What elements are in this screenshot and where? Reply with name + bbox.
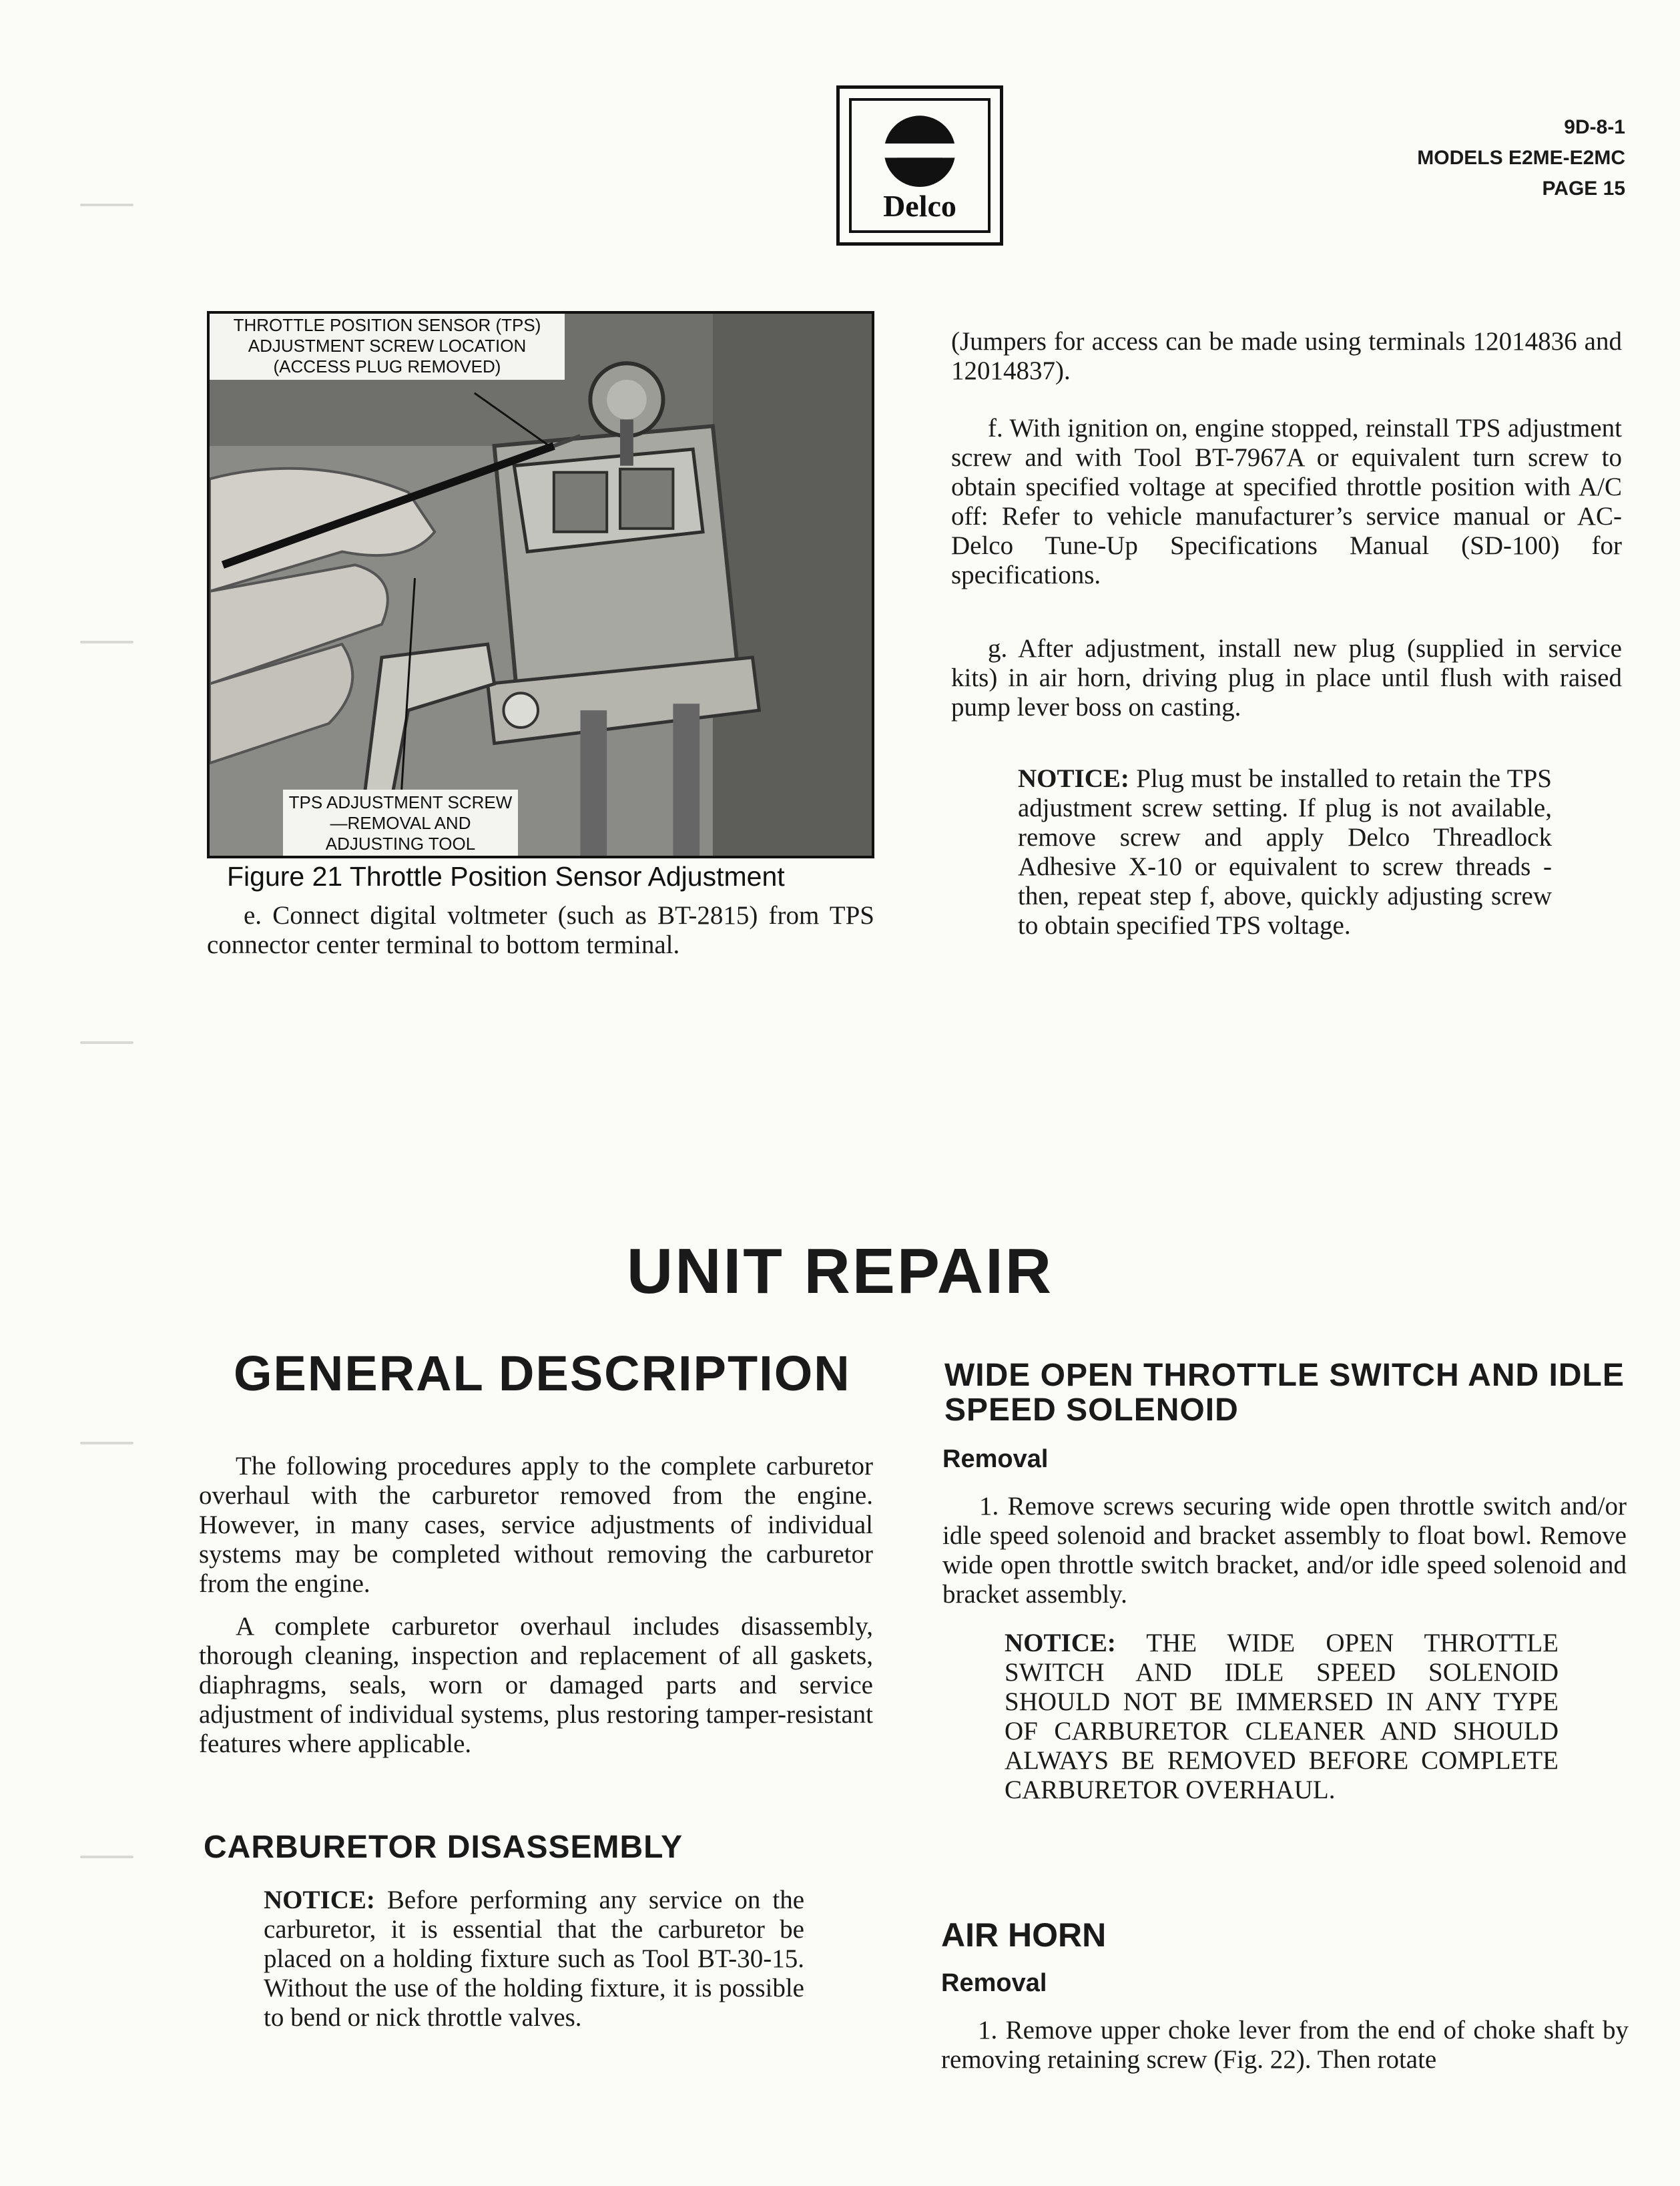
figure-caption: Figure 21 Throttle Position Sensor Adjustment	[227, 861, 785, 892]
notice-label: NOTICE:	[264, 1886, 375, 1914]
jumpers-paragraph: (Jumpers for access can be made using terminals 12014836 and 12014837).	[951, 327, 1622, 385]
notice-text: Plug must be installed to retain the TPS adjustment screw setting. If plug is not available, remove screw and apply Delco Threadlock Adhesive X-10 or equivalent to screw threads - then, repeat step f, above, quickly adjusting screw to obtain specified TPS voltage.	[1018, 764, 1552, 940]
section-code: 9D-8-1	[1564, 116, 1625, 138]
step-g-paragraph: g. After adjustment, install new plug (supplied in service kits) in air horn, driving plug in place until flush with raised pump lever boss on casting.	[951, 634, 1622, 722]
subheading-removal: Removal	[942, 1445, 1049, 1473]
heading-carburetor-disassembly: CARBURETOR DISASSEMBLY	[204, 1830, 683, 1865]
scan-edge-mark	[80, 204, 133, 206]
holding-fixture-notice	[264, 1886, 804, 2032]
figure-callout-tps-location: THROTTLE POSITION SENSOR (TPS) ADJUSTMENT SCREW LOCATION (ACCESS PLUG REMOVED)	[210, 314, 565, 380]
heading-air-horn: AIR HORN	[941, 1916, 1107, 1954]
logo-wordmark: Delco	[883, 189, 956, 223]
tps-plug-notice	[1018, 764, 1552, 940]
step-f-paragraph: f. With ignition on, engine stopped, reinstall TPS adjustment screw and with Tool BT-7967A or equivalent turn screw to obtain specified voltage at specified throttle position with A/C off: Refer to vehicle manufacturer’s service manual or AC-Delco Tune-Up Specifications Manual (SD-100) for specifications.	[951, 414, 1622, 589]
page-number: PAGE 15	[1542, 178, 1625, 200]
heading-wide-open-throttle-switch: WIDE OPEN THROTTLE SWITCH AND IDLE SPEED SOLENOID	[944, 1358, 1625, 1428]
section-title-unit-repair: UNIT REPAIR	[626, 1236, 1054, 1307]
notice-text: THE WIDE OPEN THROTTLE SWITCH AND IDLE SPEED SOLENOID SHOULD NOT BE IMMERSED IN ANY TYPE OF CARBURETOR CLEANER AND SHOULD ALWAYS BE REMOVED BEFORE COMPLETE CARBURETOR OVERHAUL.	[1005, 1629, 1559, 1804]
general-paragraph-2: A complete carburetor overhaul includes disassembly, thorough cleaning, inspection and replacement of all gaskets, diaphragms, seals, worn or damaged parts and service adjustment of individual systems, plus restoring tamper-resistant features where applicable.	[199, 1612, 873, 1758]
figure-callout-adjusting-tool: TPS ADJUSTMENT SCREW—REMOVAL AND ADJUSTING TOOL	[283, 790, 518, 856]
scan-edge-mark	[80, 1041, 133, 1044]
scan-edge-mark	[80, 1442, 133, 1444]
wide-open-step-1: 1. Remove screws securing wide open throttle switch and/or idle speed solenoid and bracket assembly to float bowl. Remove wide open throttle switch bracket, and/or idle speed solenoid and bracket assembly.	[942, 1492, 1627, 1609]
notice-label: NOTICE:	[1018, 764, 1129, 793]
air-horn-step-1: 1. Remove upper choke lever from the end of choke shaft by removing retaining screw (Fig. 22). Then rotate	[941, 2016, 1629, 2074]
figure-21-photo	[207, 311, 874, 858]
subheading-air-horn-removal: Removal	[941, 1969, 1047, 1997]
page-header-info	[1417, 112, 1625, 204]
general-paragraph-1: The following procedures apply to the complete carburetor overhaul with the carburetor removed from the engine. However, in many cases, service adjustments of individual systems may be completed without removing the carburetor from the engine.	[199, 1452, 873, 1598]
notice-label: NOTICE:	[1005, 1629, 1116, 1657]
scan-edge-mark	[80, 641, 133, 643]
step-e-paragraph: e. Connect digital voltmeter (such as BT-2815) from TPS connector center terminal to bottom terminal.	[207, 901, 874, 959]
heading-general-description: GENERAL DESCRIPTION	[234, 1346, 851, 1401]
logo-inner-frame	[849, 98, 991, 233]
delco-logo	[836, 85, 1003, 246]
models-label: MODELS E2ME-E2MC	[1417, 147, 1625, 169]
carburetor-photo-illustration	[210, 314, 872, 856]
notice-text: Before performing any service on the carburetor, it is essential that the carburetor be placed on a holding fixture such as Tool BT-30-15. Without the use of the holding fixture, it is possible to bend or nick throttle valves.	[264, 1886, 804, 2032]
scan-edge-mark	[80, 1856, 133, 1858]
solenoid-cleaner-notice	[1005, 1629, 1559, 1805]
